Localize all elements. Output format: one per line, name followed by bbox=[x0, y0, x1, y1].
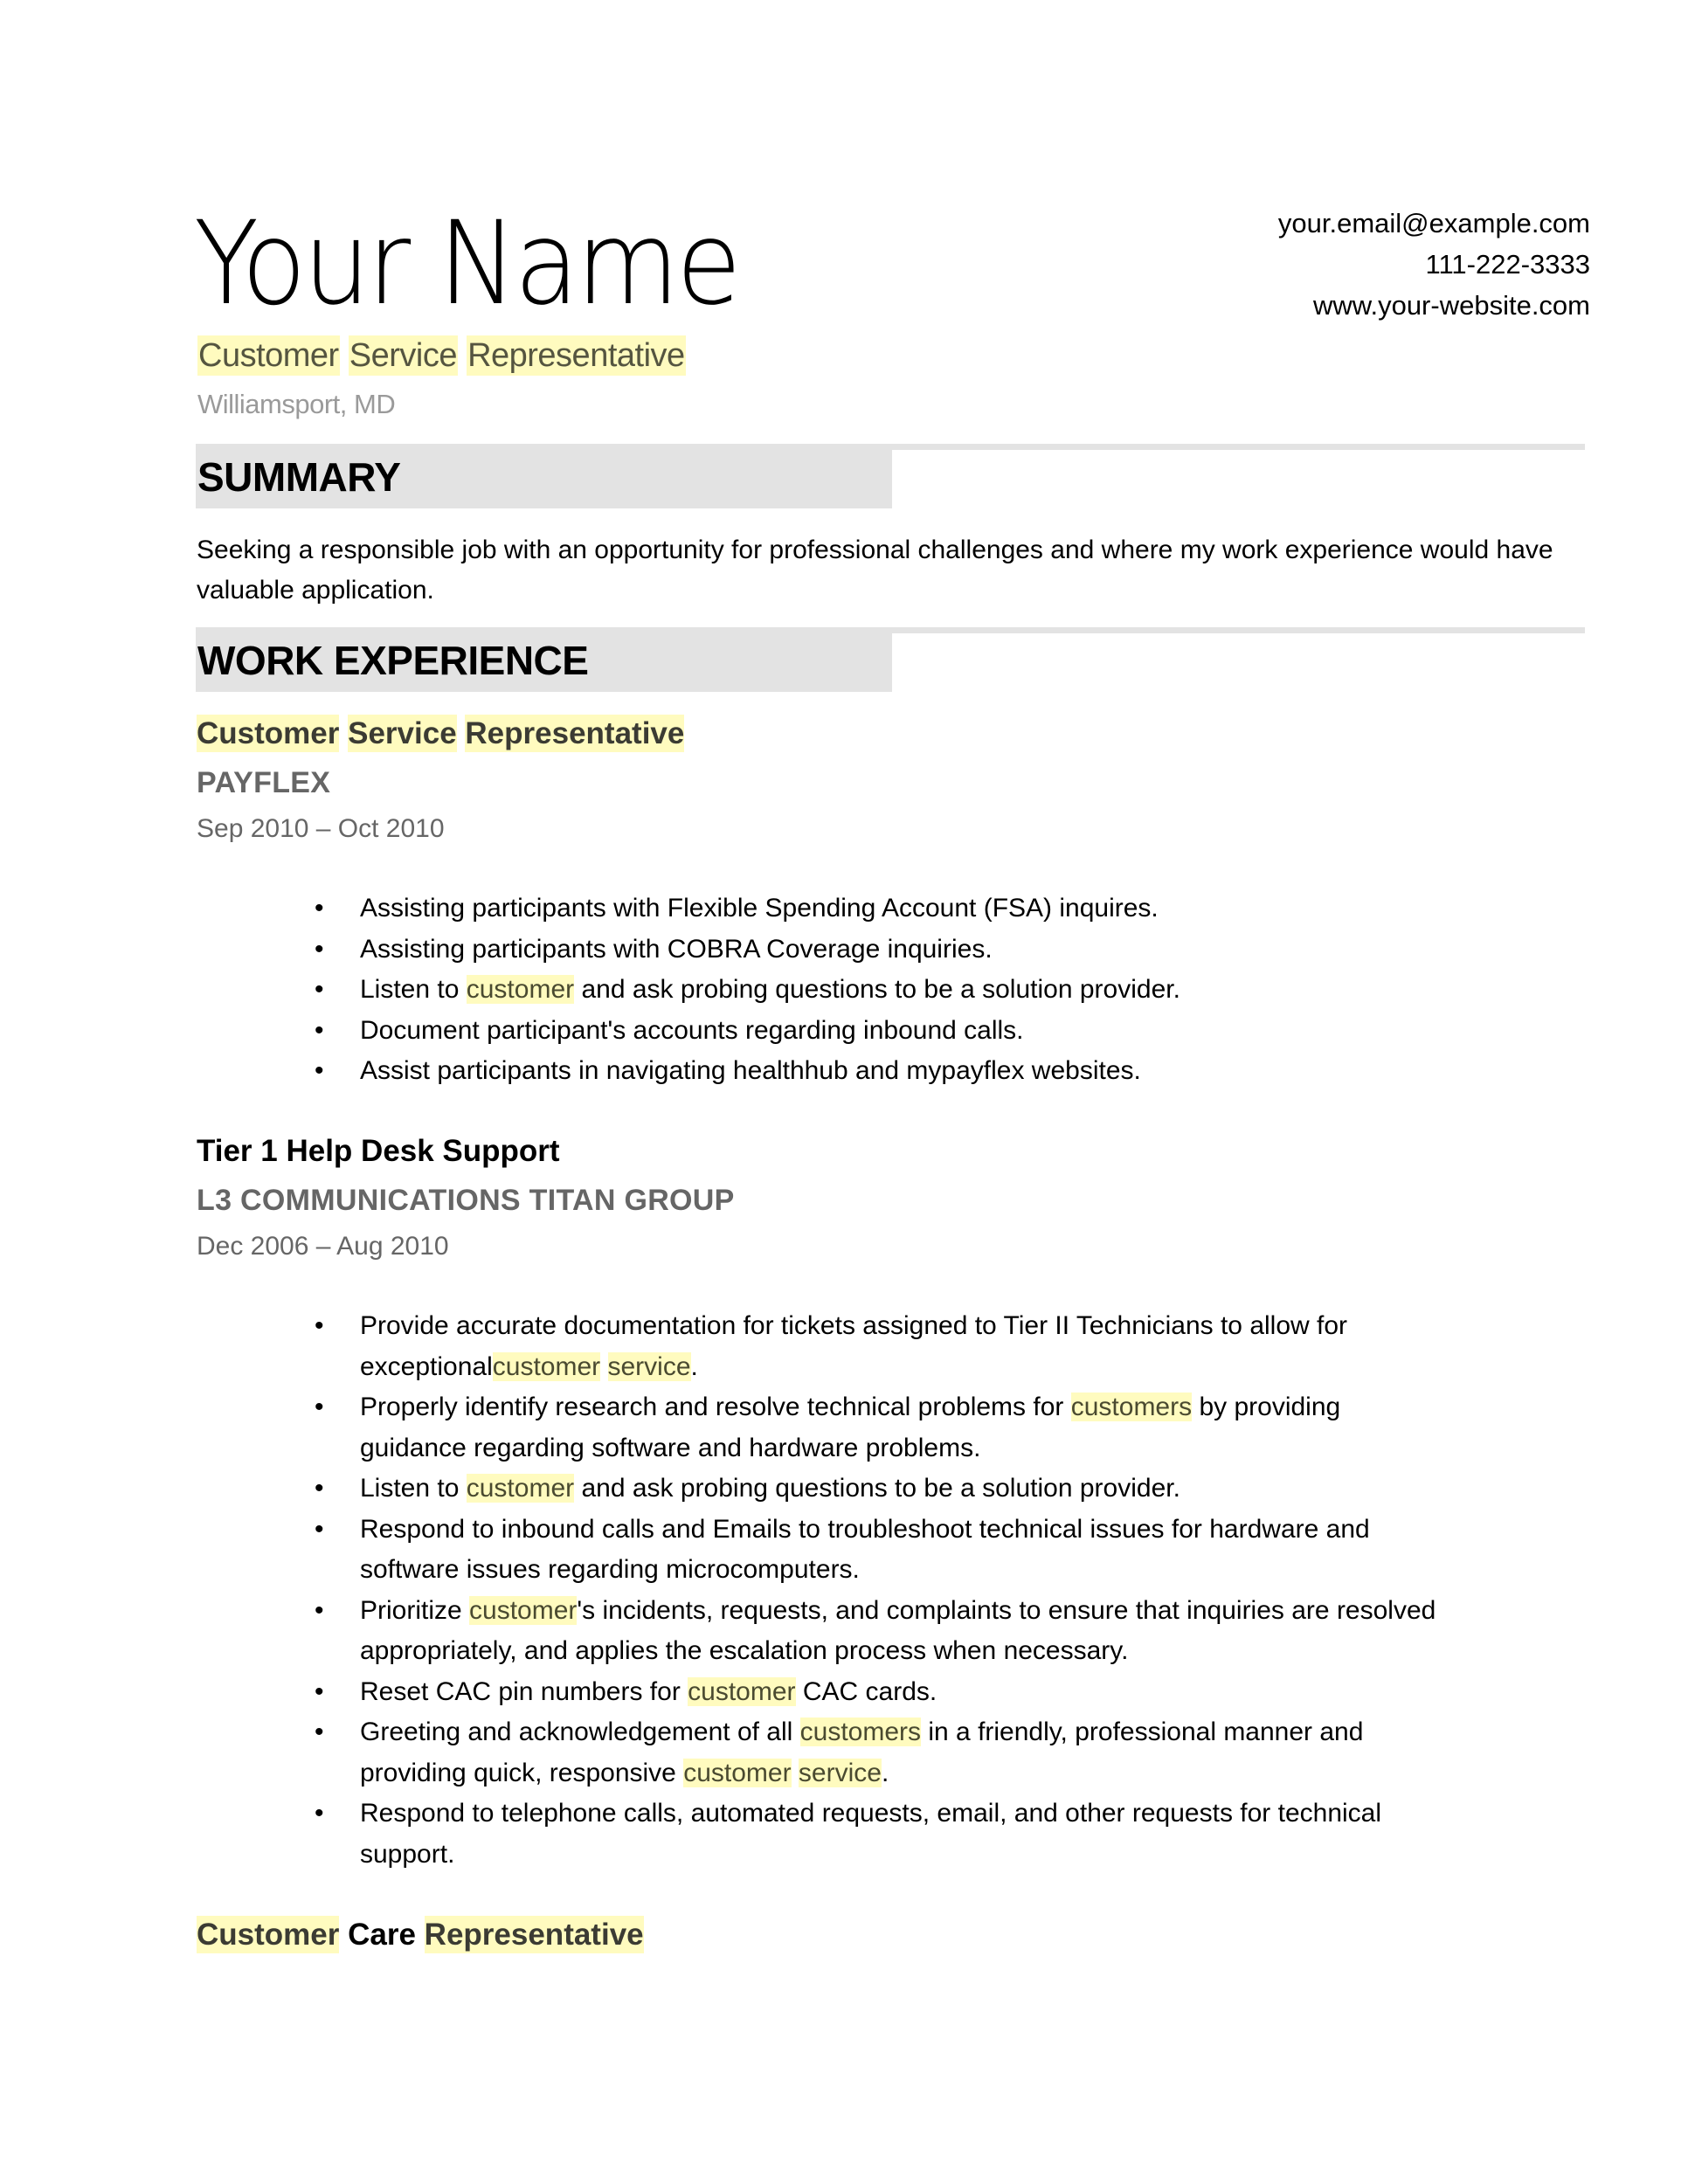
text-run: Reset CAC pin numbers for bbox=[360, 1676, 688, 1706]
title-word-highlight: Customer bbox=[197, 716, 340, 750]
contact-email[interactable]: your.email@example.com bbox=[1277, 208, 1590, 238]
bullet-item bbox=[315, 1051, 1450, 1092]
bullet-item bbox=[315, 970, 1450, 1011]
candidate-location: Williamsport, MD bbox=[197, 389, 396, 419]
keyword-highlight: customer bbox=[688, 1676, 796, 1706]
text-run bbox=[600, 1352, 607, 1381]
text-run: in a friendly, professional manner and providing quick, responsive bbox=[360, 1717, 1364, 1787]
text-run bbox=[416, 1918, 425, 1952]
summary-text: Seeking a responsible job with an opportunity for professional challenges and where my work experience would have valuable application. bbox=[197, 536, 1553, 605]
text-run: by providing guidance regarding software and hardware problems. bbox=[360, 1393, 1341, 1462]
text-run: Assist participants in navigating healthhub and mypayflex websites. bbox=[360, 1056, 1141, 1085]
bullet-item bbox=[315, 1011, 1450, 1052]
section-heading-work-experience: WORK EXPERIENCE bbox=[197, 638, 589, 683]
job-bullet-list bbox=[315, 888, 1450, 1092]
text-run: Respond to inbound calls and Emails to troubleshoot technical issues for hardware and software issues regarding microcomputers. bbox=[360, 1514, 1370, 1584]
keyword-highlight: service bbox=[607, 1351, 691, 1381]
bullet-item bbox=[315, 888, 1450, 930]
keyword-highlight: customer bbox=[683, 1758, 792, 1787]
bullet-item bbox=[315, 1510, 1450, 1591]
company-name: L3 COMMUNICATIONS TITAN GROUP bbox=[197, 1184, 735, 1217]
text-run: 's incidents, requests, and complaints to ensure that inquiries are resolved appropriately, and applies the escalation process when necessary. bbox=[360, 1595, 1436, 1665]
title-word-highlight: Representative bbox=[467, 337, 685, 374]
text-run: Listen to bbox=[360, 975, 467, 1004]
text-run: Document participant's accounts regarding inbound calls. bbox=[360, 1015, 1024, 1045]
contact-block bbox=[1278, 203, 1590, 326]
text-run: Listen to bbox=[360, 1474, 467, 1503]
title-word-highlight: Representative bbox=[465, 716, 685, 750]
keyword-highlight: customers bbox=[1070, 1393, 1193, 1421]
title-word-highlight: Customer bbox=[198, 337, 339, 374]
text-run: . bbox=[690, 1351, 698, 1381]
candidate-name: Your Name bbox=[194, 197, 739, 331]
text-run: . bbox=[881, 1758, 889, 1787]
job-title bbox=[197, 1913, 644, 1957]
text-run: Assisting participants with Flexible Spending Account (FSA) inquires. bbox=[360, 894, 1159, 923]
bullet-item bbox=[315, 1469, 1450, 1510]
company-name: PAYFLEX bbox=[197, 766, 331, 799]
text-run: Respond to telephone calls, automated requests, email, and other requests for technical support. bbox=[360, 1799, 1382, 1869]
bullet-item bbox=[315, 1794, 1450, 1875]
text-run: Properly identify research and resolve technical problems for bbox=[360, 1393, 1071, 1421]
text-run: Assisting participants with COBRA Coverage inquiries. bbox=[360, 934, 993, 964]
text-run: Provide accurate documentation for tickets assigned to Tier II Technicians to allow for exceptional bbox=[360, 1311, 1348, 1381]
text-run: Care bbox=[348, 1918, 416, 1952]
keyword-highlight: service bbox=[798, 1758, 882, 1787]
text-run: and ask probing questions to be a solution provider. bbox=[574, 975, 1180, 1004]
text-run: Prioritize bbox=[360, 1595, 470, 1625]
employment-dates: Sep 2010 – Oct 2010 bbox=[197, 814, 445, 843]
keyword-highlight: customer bbox=[466, 975, 575, 1004]
bullet-item bbox=[315, 1672, 1450, 1713]
text-run bbox=[339, 1918, 348, 1952]
keyword-highlight: customer bbox=[469, 1595, 578, 1625]
keyword-highlight: Representative bbox=[424, 1918, 644, 1952]
contact-website[interactable]: www.your-website.com bbox=[1313, 290, 1590, 321]
contact-phone: 111-222-3333 bbox=[1425, 249, 1590, 280]
candidate-title bbox=[197, 334, 686, 377]
employment-dates: Dec 2006 – Aug 2010 bbox=[197, 1232, 449, 1261]
job-title bbox=[197, 712, 684, 756]
keyword-highlight: Customer bbox=[197, 1918, 340, 1952]
job-title: Tier 1 Help Desk Support bbox=[197, 1134, 560, 1168]
keyword-highlight: customer bbox=[466, 1474, 575, 1503]
text-run: CAC cards. bbox=[795, 1676, 937, 1706]
text-run bbox=[792, 1759, 799, 1787]
bullet-item bbox=[315, 1306, 1450, 1387]
title-word-highlight: Service bbox=[349, 337, 457, 374]
bullet-item bbox=[315, 1387, 1450, 1469]
text-run: Greeting and acknowledgement of all bbox=[360, 1717, 800, 1746]
bullet-item bbox=[315, 930, 1450, 971]
bullet-item bbox=[315, 1591, 1450, 1672]
job-bullet-list bbox=[315, 1306, 1450, 1875]
keyword-highlight: customers bbox=[799, 1717, 922, 1746]
title-word-highlight: Service bbox=[348, 716, 457, 750]
text-run: and ask probing questions to be a solution provider. bbox=[574, 1474, 1180, 1503]
keyword-highlight: customer bbox=[492, 1351, 601, 1381]
bullet-item bbox=[315, 1712, 1450, 1794]
section-heading-summary: SUMMARY bbox=[197, 454, 401, 500]
